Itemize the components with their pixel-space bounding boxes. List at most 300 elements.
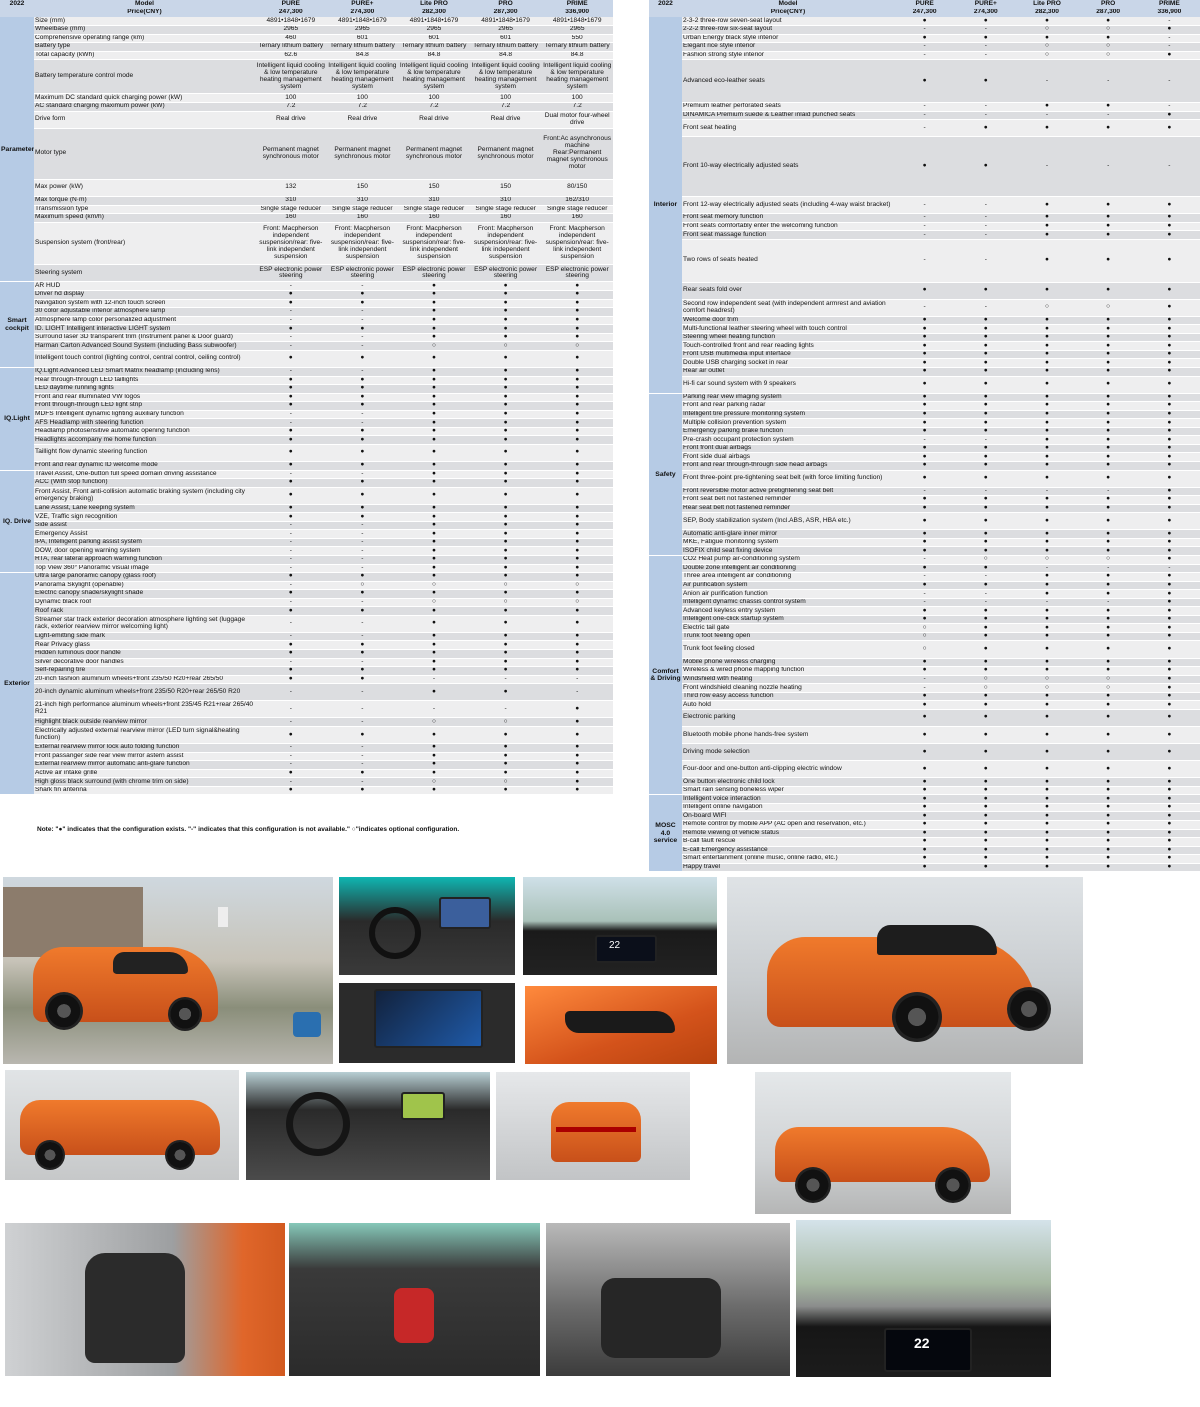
left-spec-table bbox=[0, 0, 613, 795]
feature-label: Intelligent online navigation bbox=[682, 803, 894, 812]
table-row bbox=[0, 342, 613, 351]
feature-value: ● bbox=[894, 692, 955, 701]
feature-value: ● bbox=[1139, 222, 1200, 231]
feature-value: - bbox=[894, 299, 955, 316]
feature-value: - bbox=[255, 564, 327, 573]
feature-value: - bbox=[894, 102, 955, 111]
feature-value: ● bbox=[470, 564, 542, 573]
feature-value: ○ bbox=[470, 598, 542, 607]
feature-value: ● bbox=[1078, 419, 1139, 428]
feature-value: ● bbox=[894, 376, 955, 393]
feature-value: ● bbox=[1139, 367, 1200, 376]
feature-value: - bbox=[255, 530, 327, 539]
table-row bbox=[0, 778, 613, 787]
feature-value: Front: Macpherson independent suspension/rear: five-link independent suspension bbox=[541, 222, 613, 265]
feature-label: Streamer star track exterior decoration atmosphere lighting set (luggage rack, exterior rearview mirror welcoming light) bbox=[34, 615, 255, 632]
feature-value: - bbox=[327, 658, 399, 667]
feature-value: 4891•1848•1679 bbox=[327, 17, 399, 26]
table-row bbox=[649, 376, 1200, 393]
photo-front-seats bbox=[5, 1223, 285, 1376]
photo-cluster-street bbox=[796, 1220, 1051, 1377]
feature-value: ● bbox=[398, 402, 470, 411]
feature-value: 132 bbox=[255, 179, 327, 196]
feature-value: ● bbox=[955, 504, 1016, 513]
feature-value: ● bbox=[955, 829, 1016, 838]
table-row bbox=[0, 333, 613, 342]
feature-value: ● bbox=[541, 504, 613, 513]
feature-value: ● bbox=[894, 812, 955, 821]
feature-value: ● bbox=[398, 325, 470, 334]
feature-value: ● bbox=[955, 795, 1016, 804]
feature-label: Welcome door trim bbox=[682, 316, 894, 325]
feature-value: 7.2 bbox=[470, 102, 542, 111]
feature-value: ○ bbox=[398, 581, 470, 590]
feature-value: ● bbox=[541, 367, 613, 376]
price-label: Price(CNY) bbox=[34, 9, 255, 18]
feature-label: CO2 Heat pump air-conditioning system bbox=[682, 556, 894, 565]
feature-value: ● bbox=[541, 436, 613, 445]
feature-value: ● bbox=[398, 333, 470, 342]
feature-label: Urban Energy black style interior bbox=[682, 34, 894, 43]
feature-value: ● bbox=[1016, 786, 1077, 795]
feature-label: IPA, Intelligent parking assist system bbox=[34, 538, 255, 547]
table-row bbox=[0, 43, 613, 52]
feature-value: ● bbox=[955, 350, 1016, 359]
feature-value: - bbox=[894, 222, 955, 231]
feature-value: Intelligent liquid cooling & low temperature heating management system bbox=[327, 60, 399, 94]
model-label: Model bbox=[34, 0, 255, 9]
feature-value: Real drive bbox=[470, 111, 542, 128]
feature-value: Ternary lithium battery bbox=[470, 43, 542, 52]
table-row bbox=[649, 564, 1200, 573]
feature-value: ● bbox=[255, 650, 327, 659]
feature-value: ● bbox=[541, 538, 613, 547]
table-row bbox=[0, 376, 613, 385]
feature-label: 21-inch high performance aluminum wheels+front 235/45 R21+rear 265/40 R21 bbox=[34, 701, 255, 718]
table-row bbox=[649, 504, 1200, 513]
feature-value: ● bbox=[1139, 573, 1200, 582]
feature-value: ● bbox=[1016, 778, 1077, 787]
feature-value: ● bbox=[894, 709, 955, 726]
feature-value: - bbox=[398, 675, 470, 684]
feature-label: DOW, door opening warning system bbox=[34, 547, 255, 556]
feature-value: ● bbox=[894, 367, 955, 376]
feature-value: - bbox=[327, 564, 399, 573]
feature-value: ● bbox=[470, 641, 542, 650]
feature-value: Single stage reducer bbox=[541, 205, 613, 214]
feature-value: ● bbox=[1078, 863, 1139, 872]
feature-value: Ternary lithium battery bbox=[327, 43, 399, 52]
feature-value: ● bbox=[541, 325, 613, 334]
feature-value: ● bbox=[255, 726, 327, 743]
feature-value: ● bbox=[894, 350, 955, 359]
feature-value: ● bbox=[541, 786, 613, 795]
feature-label: Rear seat belt not fastened reminder bbox=[682, 504, 894, 513]
feature-value: ● bbox=[1078, 795, 1139, 804]
feature-label: Air purification system bbox=[682, 581, 894, 590]
feature-value: - bbox=[255, 538, 327, 547]
feature-value: ● bbox=[541, 650, 613, 659]
table-row bbox=[649, 342, 1200, 351]
feature-label: Hidden luminous door handle bbox=[34, 650, 255, 659]
feature-value: ● bbox=[1016, 102, 1077, 111]
feature-label: Comprehensive operating range (km) bbox=[34, 34, 255, 43]
feature-value: - bbox=[255, 615, 327, 632]
feature-value: ● bbox=[470, 744, 542, 753]
feature-value: ● bbox=[955, 564, 1016, 573]
feature-value: ● bbox=[470, 444, 542, 461]
table-row bbox=[0, 538, 613, 547]
feature-value: ● bbox=[955, 778, 1016, 787]
feature-value: ○ bbox=[1016, 26, 1077, 35]
feature-value: ● bbox=[398, 726, 470, 743]
feature-value: - bbox=[894, 556, 955, 565]
feature-value: ● bbox=[541, 615, 613, 632]
feature-value: - bbox=[894, 590, 955, 599]
feature-label: Front three-point pre-tightening seat belt (with force limiting function) bbox=[682, 470, 894, 487]
table-row bbox=[649, 419, 1200, 428]
feature-label: E-call Emergency assistance bbox=[682, 846, 894, 855]
feature-value: ● bbox=[255, 487, 327, 504]
feature-value: ● bbox=[1078, 470, 1139, 487]
feature-label: Multi-functional leather steering wheel with touch control bbox=[682, 325, 894, 334]
feature-label: Battery type bbox=[34, 43, 255, 52]
feature-value: ● bbox=[398, 564, 470, 573]
feature-value: ● bbox=[955, 812, 1016, 821]
table-row bbox=[0, 308, 613, 317]
feature-label: Maximum DC standard quick charging power (kW) bbox=[34, 94, 255, 103]
feature-value: ● bbox=[1139, 120, 1200, 137]
feature-value: ● bbox=[1078, 120, 1139, 137]
feature-value: ● bbox=[470, 726, 542, 743]
feature-value: ● bbox=[398, 316, 470, 325]
feature-value: ● bbox=[1078, 359, 1139, 368]
feature-label: External rearview mirror automatic anti-glare function bbox=[34, 761, 255, 770]
trim-name: PRIME bbox=[1139, 0, 1200, 9]
feature-value: ● bbox=[1016, 538, 1077, 547]
feature-value: ● bbox=[955, 419, 1016, 428]
feature-value: Intelligent liquid cooling & low temperature heating management system bbox=[541, 60, 613, 94]
feature-value: ● bbox=[894, 444, 955, 453]
table-row bbox=[649, 632, 1200, 641]
feature-value: ● bbox=[1078, 778, 1139, 787]
category-cell: IQ. Drive bbox=[0, 470, 34, 573]
feature-value: ● bbox=[470, 521, 542, 530]
feature-value: ● bbox=[398, 521, 470, 530]
feature-value: ● bbox=[1139, 615, 1200, 624]
feature-value: - bbox=[894, 120, 955, 137]
feature-value: - bbox=[1016, 598, 1077, 607]
table-row bbox=[0, 444, 613, 461]
feature-label: 30 color adjustable interior atmosphere lamp bbox=[34, 308, 255, 317]
feature-value: ● bbox=[327, 504, 399, 513]
feature-value: ● bbox=[541, 555, 613, 564]
feature-value: ● bbox=[1016, 615, 1077, 624]
feature-label: MKE, Fatigue monitoring system bbox=[682, 538, 894, 547]
feature-value: 160 bbox=[541, 214, 613, 223]
feature-label: Two rows of seats heated bbox=[682, 239, 894, 282]
feature-value: ● bbox=[1078, 692, 1139, 701]
feature-label: Smart rain sensing boneless wiper bbox=[682, 786, 894, 795]
table-row bbox=[0, 205, 613, 214]
table-row bbox=[0, 436, 613, 445]
feature-value: ● bbox=[541, 667, 613, 676]
feature-value: - bbox=[1139, 60, 1200, 103]
feature-value: ● bbox=[955, 333, 1016, 342]
feature-value: ○ bbox=[470, 581, 542, 590]
feature-value: ● bbox=[1078, 615, 1139, 624]
table-row bbox=[649, 214, 1200, 223]
feature-value: ● bbox=[1016, 393, 1077, 402]
feature-value: ● bbox=[398, 385, 470, 394]
feature-label: Roof rack bbox=[34, 607, 255, 616]
feature-value: ● bbox=[894, 846, 955, 855]
feature-value: ● bbox=[1016, 504, 1077, 513]
feature-value: - bbox=[955, 197, 1016, 214]
feature-value: - bbox=[327, 598, 399, 607]
feature-value: Front: Macpherson independent suspension/rear: five-link independent suspension bbox=[470, 222, 542, 265]
feature-value: ● bbox=[541, 427, 613, 436]
feature-label: Headlights accompany me home function bbox=[34, 436, 255, 445]
category-cell: Comfort & Driving bbox=[649, 556, 682, 795]
feature-value: Permanent magnet synchronous motor bbox=[255, 128, 327, 179]
feature-value: ○ bbox=[1078, 26, 1139, 35]
header-row-model bbox=[0, 0, 613, 9]
feature-value: ● bbox=[1016, 197, 1077, 214]
feature-value: Single stage reducer bbox=[327, 205, 399, 214]
feature-value: ○ bbox=[1016, 43, 1077, 52]
table-row bbox=[649, 726, 1200, 743]
feature-value: ● bbox=[470, 385, 542, 394]
table-row bbox=[0, 786, 613, 795]
feature-label: Four-door and one-button anti-clipping electric window bbox=[682, 761, 894, 778]
table-row bbox=[0, 701, 613, 718]
table-row bbox=[649, 137, 1200, 197]
feature-value: ● bbox=[470, 282, 542, 291]
feature-value: - bbox=[1078, 598, 1139, 607]
feature-label: Steering wheel heating function bbox=[682, 333, 894, 342]
feature-value: 100 bbox=[327, 94, 399, 103]
feature-value: ● bbox=[541, 590, 613, 599]
feature-value: - bbox=[327, 555, 399, 564]
feature-value: ● bbox=[398, 658, 470, 667]
feature-value: ESP electronic power steering bbox=[398, 265, 470, 282]
feature-label: Maximum speed (km/h) bbox=[34, 214, 255, 223]
category-cell: Safety bbox=[649, 393, 682, 555]
feature-value: ● bbox=[255, 402, 327, 411]
feature-value: ● bbox=[541, 564, 613, 573]
feature-value: ● bbox=[1139, 470, 1200, 487]
table-row bbox=[649, 820, 1200, 829]
feature-value: ○ bbox=[955, 675, 1016, 684]
feature-value: - bbox=[955, 102, 1016, 111]
feature-value: ● bbox=[1016, 838, 1077, 847]
feature-value: ● bbox=[894, 333, 955, 342]
feature-value: ● bbox=[1139, 26, 1200, 35]
feature-label: Taillight flow dynamic steering function bbox=[34, 444, 255, 461]
feature-label: Pre-crash occupant protection system bbox=[682, 436, 894, 445]
feature-value: - bbox=[470, 675, 542, 684]
feature-value: ● bbox=[1078, 393, 1139, 402]
table-row bbox=[0, 17, 613, 26]
feature-label: Happy travel bbox=[682, 863, 894, 872]
feature-label: Front seat heating bbox=[682, 120, 894, 137]
trim-name: PURE+ bbox=[327, 0, 399, 9]
feature-value: ○ bbox=[1016, 556, 1077, 565]
table-row bbox=[649, 299, 1200, 316]
feature-value: ● bbox=[1078, 820, 1139, 829]
feature-label: Intelligent dynamic chassis control system bbox=[682, 598, 894, 607]
feature-value: Real drive bbox=[255, 111, 327, 128]
feature-value: ● bbox=[470, 350, 542, 367]
feature-value: - bbox=[1139, 43, 1200, 52]
table-row bbox=[0, 51, 613, 60]
feature-label: AC standard charging maximum power (kW) bbox=[34, 102, 255, 111]
feature-value: ● bbox=[1139, 598, 1200, 607]
feature-value: ● bbox=[1016, 581, 1077, 590]
feature-value: ● bbox=[1016, 726, 1077, 743]
table-row bbox=[649, 547, 1200, 556]
feature-value: ○ bbox=[541, 598, 613, 607]
feature-value: Single stage reducer bbox=[255, 205, 327, 214]
feature-value: ● bbox=[1139, 333, 1200, 342]
feature-label: Max torque (N·m) bbox=[34, 197, 255, 206]
feature-label: Auto hold bbox=[682, 701, 894, 710]
feature-value: ● bbox=[1139, 214, 1200, 223]
photo-front-three-quarter bbox=[727, 877, 1083, 1064]
feature-value: 84.8 bbox=[327, 51, 399, 60]
feature-value: ● bbox=[894, 564, 955, 573]
feature-value: ● bbox=[1016, 282, 1077, 299]
feature-value: ● bbox=[541, 299, 613, 308]
table-row bbox=[649, 675, 1200, 684]
feature-value: 100 bbox=[398, 94, 470, 103]
trim-price: 274,300 bbox=[327, 9, 399, 18]
cluster-speed: 22 bbox=[914, 1335, 930, 1351]
feature-value: ● bbox=[255, 573, 327, 582]
table-row bbox=[649, 316, 1200, 325]
table-row bbox=[649, 684, 1200, 693]
feature-label: Intelligent voice interaction bbox=[682, 795, 894, 804]
table-row bbox=[649, 43, 1200, 52]
feature-value: ● bbox=[1139, 641, 1200, 658]
cluster-speed: 22 bbox=[609, 940, 621, 951]
feature-label: Electric tail gate bbox=[682, 624, 894, 633]
trim-name: PURE bbox=[255, 0, 327, 9]
feature-value: - bbox=[255, 632, 327, 641]
table-row bbox=[649, 846, 1200, 855]
feature-value: ● bbox=[470, 316, 542, 325]
feature-value: ● bbox=[398, 487, 470, 504]
trim-price: 287,300 bbox=[470, 9, 542, 18]
feature-value: ● bbox=[255, 291, 327, 300]
table-row bbox=[0, 316, 613, 325]
feature-value: - bbox=[955, 111, 1016, 120]
feature-value: ● bbox=[1078, 530, 1139, 539]
feature-value: - bbox=[327, 761, 399, 770]
feature-value: 601 bbox=[470, 34, 542, 43]
feature-value: ● bbox=[1139, 624, 1200, 633]
table-row bbox=[0, 34, 613, 43]
feature-value: ● bbox=[398, 444, 470, 461]
table-row bbox=[649, 667, 1200, 676]
feature-value: ● bbox=[1139, 410, 1200, 419]
feature-value: - bbox=[541, 675, 613, 684]
feature-value: ● bbox=[1139, 803, 1200, 812]
feature-value: ● bbox=[1016, 325, 1077, 334]
feature-value: ● bbox=[1016, 436, 1077, 445]
feature-label: Size (mm) bbox=[34, 17, 255, 26]
feature-value: ● bbox=[955, 137, 1016, 197]
feature-value: ● bbox=[1078, 282, 1139, 299]
feature-value: - bbox=[255, 598, 327, 607]
feature-value: ● bbox=[327, 769, 399, 778]
feature-value: ● bbox=[1078, 701, 1139, 710]
feature-label: 20-inch dynamic aluminum wheels+front 235/50 R20+rear 265/50 R20 bbox=[34, 684, 255, 701]
feature-value: ● bbox=[955, 667, 1016, 676]
feature-value: - bbox=[327, 367, 399, 376]
feature-label: Trunk foot feeling closed bbox=[682, 641, 894, 658]
feature-value: ● bbox=[1139, 795, 1200, 804]
feature-value: 4891•1848•1679 bbox=[398, 17, 470, 26]
feature-value: 460 bbox=[255, 34, 327, 43]
feature-value: ● bbox=[541, 479, 613, 488]
feature-value: ● bbox=[894, 34, 955, 43]
feature-value: ● bbox=[894, 838, 955, 847]
feature-value: ● bbox=[327, 350, 399, 367]
feature-value: ● bbox=[894, 17, 955, 26]
table-row bbox=[0, 350, 613, 367]
feature-value: ● bbox=[1139, 812, 1200, 821]
table-row bbox=[649, 26, 1200, 35]
trim-price: 247,300 bbox=[255, 9, 327, 18]
feature-label: Emergency Assist bbox=[34, 530, 255, 539]
feature-value: ● bbox=[541, 547, 613, 556]
feature-value: ● bbox=[541, 487, 613, 504]
trim-name: Lite PRO bbox=[1016, 0, 1077, 9]
table-row bbox=[649, 786, 1200, 795]
feature-value: ● bbox=[955, 453, 1016, 462]
feature-label: Front seat memory function bbox=[682, 214, 894, 223]
feature-value: ● bbox=[398, 419, 470, 428]
feature-value: ● bbox=[398, 367, 470, 376]
feature-value: ● bbox=[1078, 342, 1139, 351]
feature-value: ● bbox=[541, 316, 613, 325]
feature-value: - bbox=[894, 684, 955, 693]
feature-value: ○ bbox=[894, 624, 955, 633]
feature-value: ● bbox=[541, 513, 613, 522]
feature-label: Navigation system with 12-inch touch screen bbox=[34, 299, 255, 308]
feature-value: - bbox=[955, 26, 1016, 35]
feature-value: ● bbox=[470, 590, 542, 599]
feature-value: ● bbox=[255, 786, 327, 795]
feature-value: ● bbox=[955, 120, 1016, 137]
feature-label: SEP, Body stabilization system (Incl.ABS, ASR, HBA etc.) bbox=[682, 513, 894, 530]
feature-value: ● bbox=[1078, 316, 1139, 325]
feature-label: Front and rear through-through side head airbags bbox=[682, 461, 894, 470]
feature-value: ● bbox=[327, 427, 399, 436]
feature-value: - bbox=[1078, 564, 1139, 573]
photo-rear-three-quarter bbox=[5, 1070, 239, 1180]
feature-value: - bbox=[1078, 111, 1139, 120]
feature-value: - bbox=[894, 239, 955, 282]
feature-value: ● bbox=[541, 744, 613, 753]
table-row bbox=[0, 718, 613, 727]
feature-value: ● bbox=[327, 641, 399, 650]
feature-value: ● bbox=[894, 658, 955, 667]
feature-value: ● bbox=[327, 444, 399, 461]
feature-label: ACC (With stop function) bbox=[34, 479, 255, 488]
